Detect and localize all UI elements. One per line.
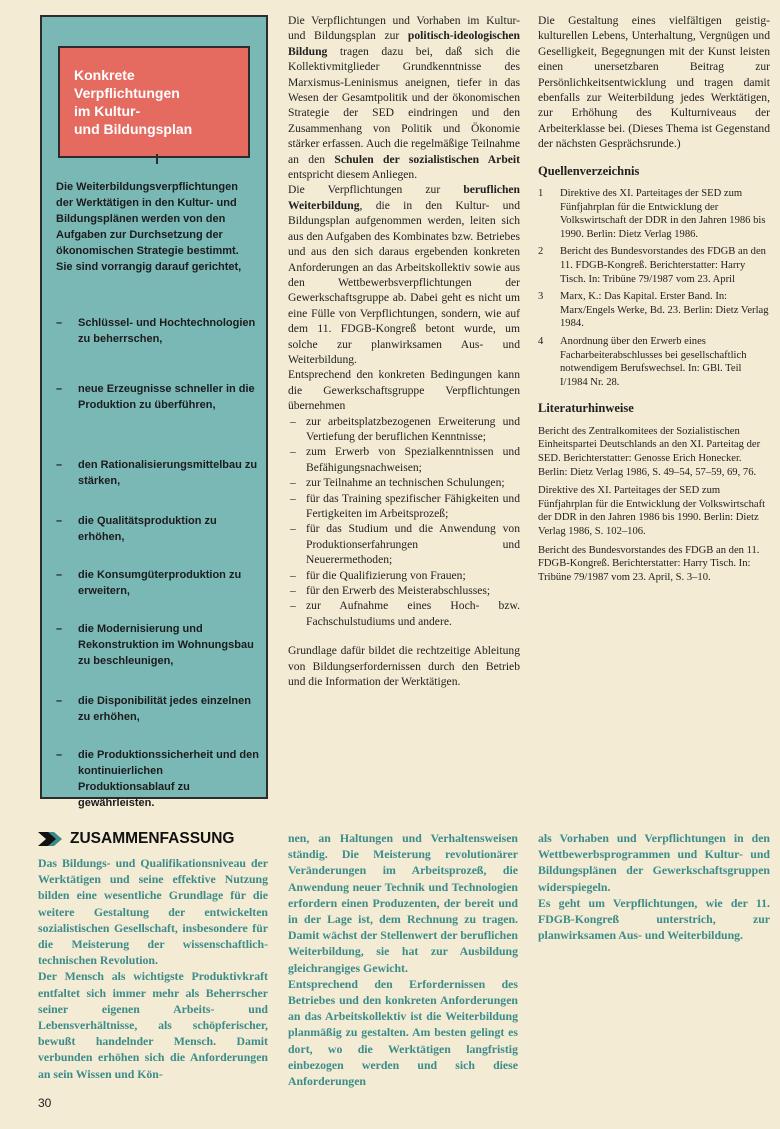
sidebar-intro: Die Weiterbildungsverpflichtungen der Werktätigen in den Kultur- und Bildungsplänen werden von den Aufgaben zur Durchsetzung der ökonomischen Strategie bestimmt. Sie sind vorrangig darauf gerichtet, <box>56 181 242 273</box>
chevron-right-icon <box>38 829 68 849</box>
literature-item: Bericht des Zentralkomitees der Sozialistischen Einheitspartei Deutschlands an den XI. Parteitag der SED. Berichterstatter: Genosse Erich Honecker. Berlin: Dietz Verlag 1986, S. 49–54, 57–59, 69, 76. <box>538 425 761 478</box>
emphasis-text: Schulen der sozialistischen Arbeit <box>334 152 520 166</box>
source-number: 4 <box>538 336 544 347</box>
summary-header <box>38 828 234 850</box>
summary-paragraph: nen, an Haltungen und Verhaltensweisen ständig. Die Meisterung revolutionärer Veränderungen im Arbeitsprozeß, die Anwendung neuer Technik und Technologien erfordern einen Produzenten, der bereit und in der Lage ist, dem Rechnung zu tragen. Damit wächst der Stellenwert der beruflichen Weiterbildung, sie hat zur Ausbildung gleichrangiges Gewicht. <box>288 831 518 975</box>
goal-text: die Disponibilität jedes einzelnen zu erhöhen, <box>78 695 251 723</box>
page-number: 30 <box>38 1096 52 1110</box>
paragraph-political-education <box>288 13 520 182</box>
goal-text: Schlüssel- und Hochtechnologien zu beherrschen, <box>78 317 256 345</box>
obligation-item: – zur arbeitsplatzbezogenen Erweiterung und Vertiefung der beruflichen Kenntnisse; <box>288 414 520 445</box>
text-run: , die in den Kultur- und Bildungsplan aufgenommen werden, leiten sich aus den Aufgaben des Kombinates bzw. Betriebes und aus den sich daraus ergebenden konkreten Anforderungen an das Arbeitskollektiv sowie aus den Wettbewerbsverpflichtungen der Gewerkschaftsgruppe ab. Dabei geht es nicht um eine Fülle von Verpflichtungen, sondern, wie auf dem 11. FDGB-Kongreß betont wurde, um solche zur planwirksamen Aus- und Weiterbildung. <box>288 198 520 366</box>
banner-line: und Bildungsplan <box>74 121 193 137</box>
summary-title: ZUSAMMENFASSUNG <box>70 830 235 847</box>
obligation-item: – für den Erwerb des Meisterabschlusses; <box>288 583 520 598</box>
literature-list <box>538 425 770 585</box>
summary-column-right <box>538 830 770 943</box>
goal-item: – die Produktionssicherheit und den kontinuierlichen Produktionsablauf zu gewährleisten. <box>56 749 259 809</box>
goal-item: – die Modernisierung und Rekonstruktion im Wohnungsbau zu beschleunigen, <box>56 621 260 669</box>
banner-line: Verpflichtungen <box>74 85 180 101</box>
text-run: entspricht diesem Anliegen. <box>288 168 418 182</box>
source-text: Bericht des Bundesvorstandes des FDGB an den 11. FDGB-Kongreß. Berichterstatter: Harry Tisch. In: Tribüne 79/1987 vom 23. April <box>560 246 766 285</box>
goal-item: – die Konsumgüterproduktion zu erweitern, <box>56 567 260 599</box>
literature-item: Direktive des XI. Parteitages der SED zum Fünfjahrplan für die Entwicklung der Volkswirtschaft der DDR in den Jahren 1986 bis 1990. Berlin: Dietz Verlag 1986, S. 102–106. <box>538 485 766 537</box>
obligation-item: – zum Erwerb von Spezialkenntnissen und Befähigungsnachweisen; <box>288 444 520 475</box>
emphasis-text: politisch-ideologischen Bildung <box>288 29 520 58</box>
source-number: 1 <box>538 188 544 200</box>
obligation-item: – für die Qualifizierung von Frauen; <box>288 568 520 583</box>
obligation-item: – für das Studium und die Anwendung von Produktionserfahrungen und Neuerermethoden; <box>288 521 520 567</box>
source-text: Direktive des XI. Parteitages der SED zum Fünfjahrplan für die Entwicklung der Volkswirtschaft der DDR in den Jahren 1986 bis 1990. Berlin: Dietz Verlag 1986. <box>560 188 766 240</box>
goal-item: – den Rationalisierungsmittelbau zu stärken, <box>56 457 260 489</box>
banner-line: im Kultur- <box>74 103 141 119</box>
summary-paragraph: Das Bildungs- und Qualifikationsniveau der Werktätigen und seine effektive Nutzung bilden eine wesentliche Grundlage für die weitere Gestaltung der entwickelten sozialistischen Gesellschaft, insbesondere für die Meisterung der wissenschaftlich-technischen Revolution. <box>38 856 268 968</box>
source-item <box>538 290 770 331</box>
article-column-middle <box>288 13 520 689</box>
sidebar-box <box>40 15 268 809</box>
source-number: 3 <box>538 291 544 303</box>
goal-text: die Modernisierung und Rekonstruktion im Wohnungsbau zu beschleunigen, <box>78 623 254 667</box>
sources-heading: Quellenverzeichnis <box>538 163 640 178</box>
paragraph-vocational-training <box>288 182 520 367</box>
paragraph-basis: Grundlage dafür bildet die rechtzeitige Ableitung von Bildungserfordernissen durch den Betrieb und die Information der Werktätigen. <box>288 644 520 689</box>
source-number: 2 <box>538 246 544 258</box>
source-text: Anordnung über den Erwerb eines Facharbeiterabschlusses bei gesellschaftlich notwendigem Berufswechsel. In: GBl. Teil I/1984 Nr. 28. <box>560 336 747 388</box>
banner-bookmark <box>156 154 158 164</box>
source-item <box>538 335 770 389</box>
summary-paragraph: Entsprechend den Erfordernissen des Betriebes und den konkreten Anforderungen an das Arbeitskollektiv ist die Weiterbildung planmäßig zu gestalten. Am besten gelingt es dort, wo die Werktätigen langfristig einbezogen werden und sich diese Anforderungen <box>288 976 518 1089</box>
text-run: Die Verpflichtungen zur <box>288 183 464 197</box>
obligation-list <box>288 414 520 630</box>
source-item <box>538 245 770 286</box>
paragraph-conditions: Entsprechend den konkreten Bedingungen kann die Gewerkschaftsgruppe Verpflichtungen übernehmen <box>288 368 520 413</box>
paragraph-cultural-life: Die Gestaltung eines vielfältigen geistig-kulturellen Lebens, Unterhaltung, Vergnügen und Geselligkeit, Begegnungen mit der Kunst leisten einen unersetzbaren Beitrag zur Persönlichkeitsentwicklung und tragen damit ebenfalls zur Weiterbildung jedes Werktätigen, zur Erhöhung des Kulturniveaus der Arbeiterklasse bei. (Dieses Thema ist Gegenstand der nächsten Gesprächsrunde.) <box>538 14 770 151</box>
spacer <box>288 629 520 643</box>
goal-text: die Produktionssicherheit und den kontinuierlichen Produktionsablauf zu gewährleisten. <box>78 749 259 809</box>
banner-title <box>60 48 248 138</box>
summary-column-left <box>38 855 268 1082</box>
source-item <box>538 187 770 241</box>
goal-item: – die Qualitätsproduktion zu erhöhen, <box>56 513 260 545</box>
goal-text: neue Erzeugnisse schneller in die Produktion zu überführen, <box>78 383 255 411</box>
goal-item: – neue Erzeugnisse schneller in die Produktion zu überführen, <box>56 381 260 413</box>
goal-text: den Rationalisierungsmittelbau zu stärken, <box>78 459 258 487</box>
summary-paragraph: als Vorhaben und Verpflichtungen in den Wettbewerbsprogrammen und Kultur- und Bildungsplänen der Gewerkschaftsgruppen widerspiegeln. <box>538 831 770 894</box>
goal-item: – Schlüssel- und Hochtechnologien zu beherrschen, <box>56 315 260 347</box>
article-column-right <box>538 13 770 589</box>
summary-paragraph: Der Mensch als wichtigste Produktivkraft entfaltet sich immer mehr als Beherrscher seiner eigenen Arbeits- und Lebensverhältnisse, als schöpferischer, bewußt handelnder Mensch. Damit verbunden erhöhen sich die Anforderungen an sein Wissen und Kön- <box>38 969 268 1081</box>
sources-list <box>538 187 770 389</box>
text-run: Die Verpflichtungen und Vorhaben im Kultur- und Bildungsplan zur <box>288 14 520 43</box>
sidebar-banner <box>58 46 250 158</box>
goal-text: die Qualitätsproduktion zu erhöhen, <box>78 515 217 543</box>
summary-paragraph: Es geht um Verpflichtungen, wie der 11. FDGB-Kongreß unterstrich, zur planwirksamen Aus- und Weiterbildung. <box>538 895 770 943</box>
goal-item: – die Disponibilität jedes einzelnen zu erhöhen, <box>56 693 260 725</box>
emphasis-text: beruflichen Weiterbildung <box>288 183 520 212</box>
banner-line: Konkrete <box>74 67 135 83</box>
obligation-item: – zur Aufnahme eines Hoch- bzw. Fachschulstudiums und andere. <box>288 598 520 629</box>
literature-heading: Literaturhinweise <box>538 401 634 416</box>
obligation-item: – für das Training spezifischer Fähigkeiten und Fertigkeiten im Arbeitsprozeß; <box>288 491 520 522</box>
goal-text: die Konsumgüterproduktion zu erweitern, <box>78 569 242 597</box>
text-run: tragen dazu bei, daß sich die Kollektivmitglieder Grundkenntnisse des Marxismus-Leninismus aneignen, tiefer in das Wesen der Gesamtpolitik und der ökonomischen Strategie der SED eindringen und den Zusammenhang von Politik und Ökonomie stärker erfassen. Auch die regelmäßige Teilnahme an den <box>288 44 520 166</box>
summary-column-middle <box>288 830 518 1089</box>
source-text: Marx, K.: Das Kapital. Erster Band. In: Marx/Engels Werke, Bd. 23. Berlin: Dietz Verlag 1984. <box>560 291 769 330</box>
literature-item: Bericht des Bundesvorstandes des FDGB an den 11. FDGB-Kongreß. Berichterstatter: Harry Tisch. In: Tribüne 79/1987 vom 23. April, S. 3–10. <box>538 544 760 583</box>
obligation-item: – zur Teilnahme an technischen Schulungen; <box>288 475 520 490</box>
